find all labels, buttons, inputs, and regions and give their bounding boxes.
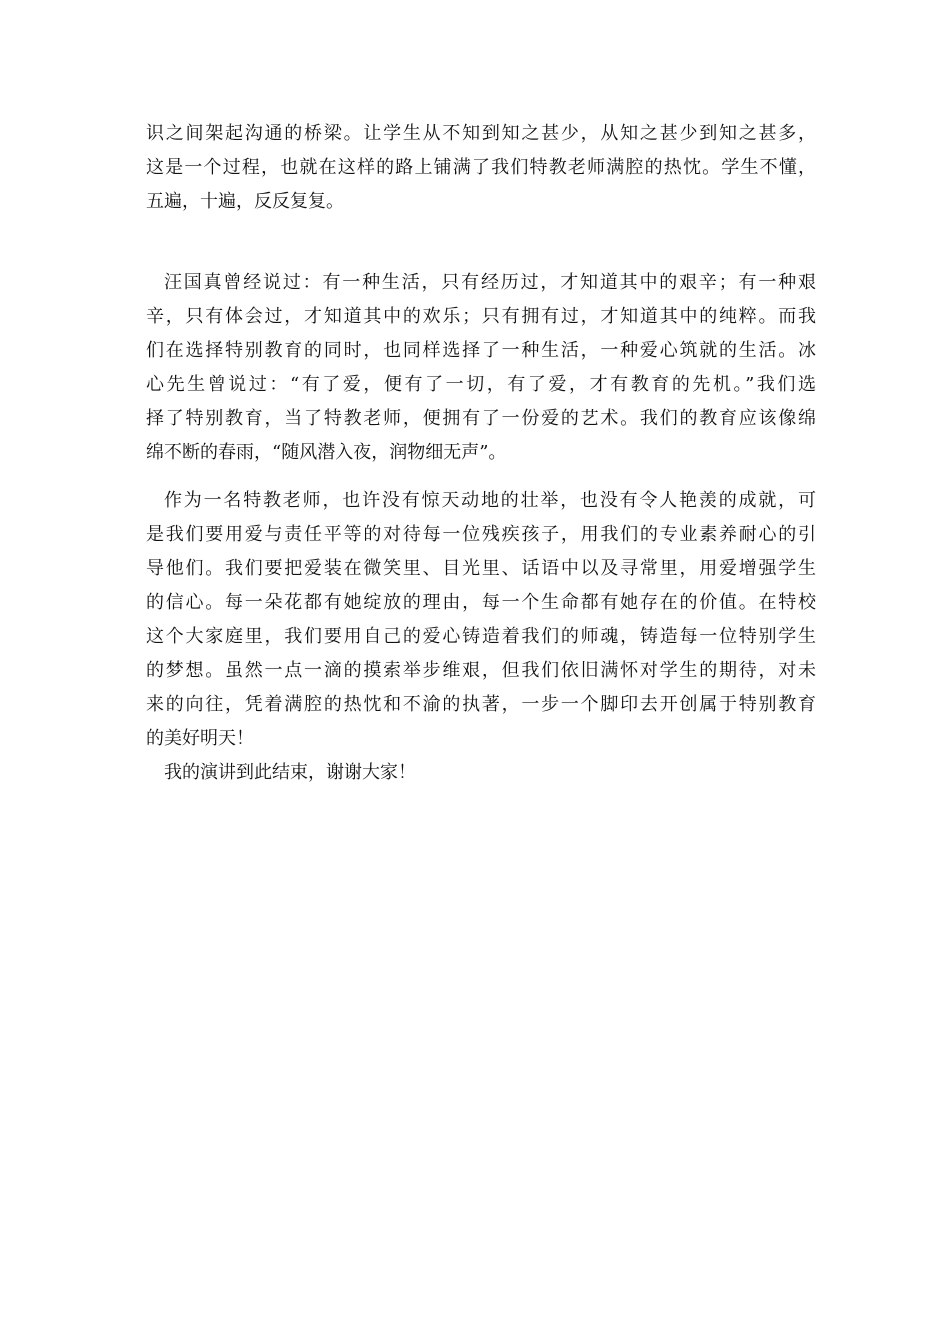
text-line: 的梦想。虽然一点一滴的摸索举步维艰，但我们依旧满怀对学生的期待，对未 (146, 660, 816, 681)
text-line: 这个大家庭里，我们要用自己的爱心铸造着我们的师魂，铸造每一位特别学生 (146, 626, 816, 647)
paragraph-1 (146, 117, 816, 219)
text-line: 作为一名特教老师，也许没有惊天动地的壮举，也没有令人艳羡的成就，可 (164, 490, 816, 511)
text-line: 我的演讲到此结束，谢谢大家！ (164, 762, 416, 783)
text-line: 们在选择特别教育的同时，也同样选择了一种生活，一种爱心筑就的生活。冰 (146, 340, 816, 361)
text-line: 是我们要用爱与责任平等的对待每一位残疾孩子，用我们的专业素养耐心的引 (146, 524, 816, 545)
paragraph-2 (146, 266, 816, 470)
text-line: 五遍，十遍，反反复复。 (146, 191, 344, 212)
paragraph-4 (146, 756, 816, 790)
text-line: 汪国真曾经说过：有一种生活，只有经历过，才知道其中的艰辛；有一种艰 (164, 272, 816, 293)
text-line: 的美好明天！ (146, 728, 254, 749)
paragraph-3 (146, 484, 816, 756)
text-line: 的信心。每一朵花都有她绽放的理由，每一个生命都有她存在的价值。在特校 (146, 592, 816, 613)
text-line: 这是一个过程，也就在这样的路上铺满了我们特教老师满腔的热忱。学生不懂， (146, 157, 816, 178)
text-line: 辛，只有体会过，才知道其中的欢乐；只有拥有过，才知道其中的纯粹。而我 (146, 306, 816, 327)
text-line: 绵不断的春雨，“随风潜入夜，润物细无声”。 (146, 442, 507, 463)
text-line: 择了特别教育，当了特教老师，便拥有了一份爱的艺术。我们的教育应该像绵 (146, 408, 816, 429)
text-line: 识之间架起沟通的桥梁。让学生从不知到知之甚少，从知之甚少到知之甚多， (146, 123, 816, 144)
text-line: 心先生曾说过：“有了爱，便有了一切，有了爱，才有教育的先机。”我们选 (146, 374, 816, 395)
text-line: 导他们。我们要把爱装在微笑里、目光里、话语中以及寻常里，用爱增强学生 (146, 558, 816, 579)
text-line: 来的向往，凭着满腔的热忱和不渝的执著，一步一个脚印去开创属于特别教育 (146, 694, 816, 715)
